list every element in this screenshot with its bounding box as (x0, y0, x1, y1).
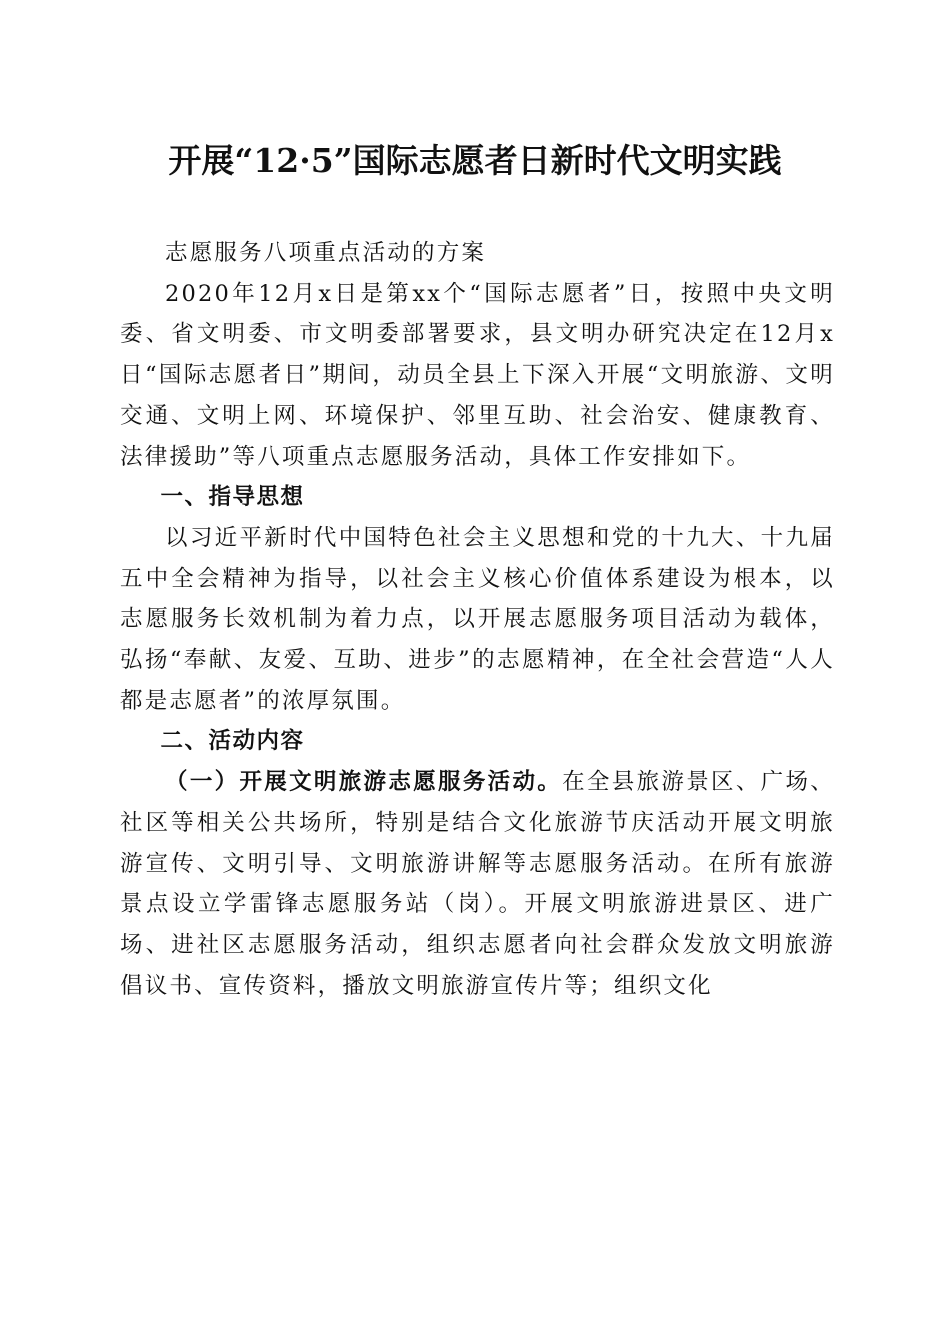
document-title: 开展“12·5”国际志愿者日新时代文明实践 (168, 141, 782, 180)
paragraph-civilized-tourism (120, 762, 835, 1006)
paragraph-guiding-thought: 以习近平新时代中国特色社会主义思想和党的十九大、十九届五中全会精神为指导，以社会主义核心价值体系建设为根本，以志愿服务长效机制为着力点，以开展志愿服务项目活动为载体，弘扬“奉献、友爱、互助、进步”的志愿精神，在全社会营造“人人都是志愿者”的浓厚氛围。 (120, 524, 835, 714)
paragraph-intro: 2020年12月x日是第xx个“国际志愿者”日，按照中央文明委、省文明委、市文明委部署要求，县文明办研究决定在12月x日“国际志愿者日”期间，动员全县上下深入开展“文明旅游、文明交通、文明上网、环境保护、邻里互助、社会治安、健康教育、法律援助”等八项重点志愿服务活动，具体工作安排如下。 (120, 280, 835, 470)
document-body (120, 233, 835, 1006)
paragraph-lead-heading: （一）开展文明旅游志愿服务活动。 (165, 769, 563, 796)
paragraph-civilized-tourism-text: 在全县旅游景区、广场、社区等相关公共场所，特别是结合文化旅游节庆活动开展文明旅游宣传、文明引导、文明旅游讲解等志愿服务活动。在所有旅游景点设立学雷锋志愿服务站（岗）。开展文明旅游进景区、进广场、进社区志愿服务活动，组织志愿者向社会群众发放文明旅游倡议书、宣传资料，播放文明旅游宣传片等；组织文化 (120, 769, 835, 999)
paragraph-subtitle: 志愿服务八项重点活动的方案 (165, 240, 487, 266)
section-heading-guiding-thought: 一、指导思想 (160, 484, 305, 511)
section-heading-activity-content: 二、活动内容 (160, 728, 305, 755)
